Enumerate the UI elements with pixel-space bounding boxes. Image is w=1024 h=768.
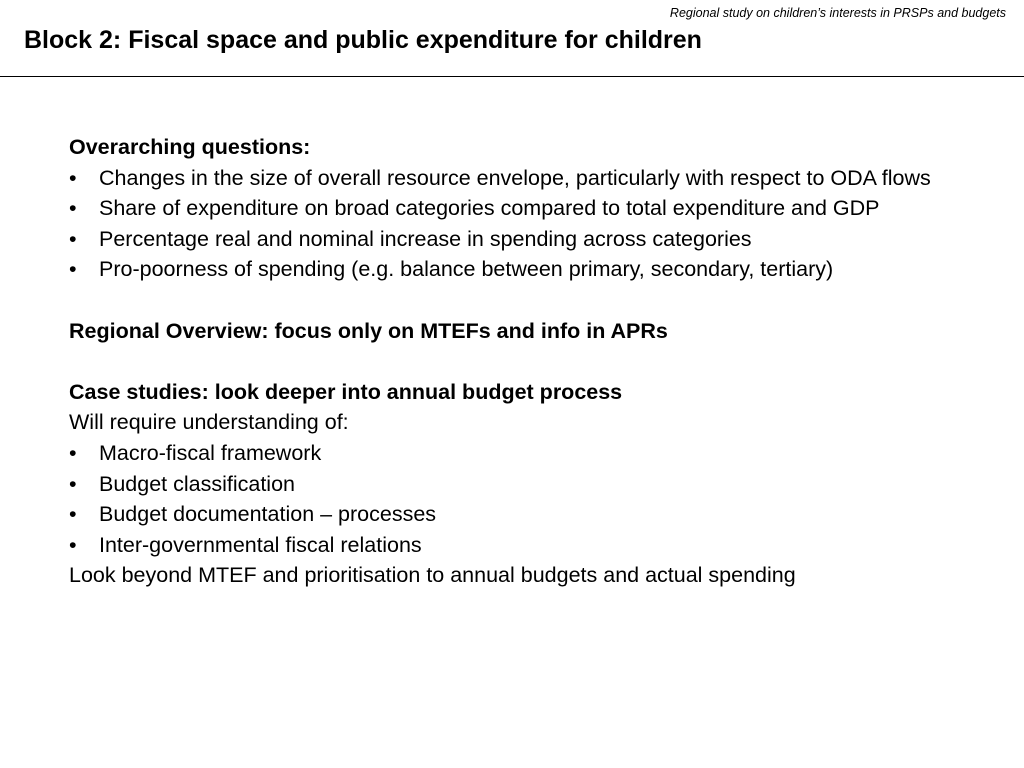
- overarching-bullet-1: • Changes in the size of overall resource envelope, particularly with respect to ODA flows: [69, 163, 949, 194]
- overarching-bullet-3: • Percentage real and nominal increase in spending across categories: [69, 224, 949, 255]
- overarching-bullet-2: • Share of expenditure on broad categories compared to total expenditure and GDP: [69, 193, 949, 224]
- overarching-bullet-4: • Pro-poorness of spending (e.g. balance between primary, secondary, tertiary): [69, 254, 949, 285]
- slide-content: [69, 132, 949, 591]
- slide-title: Block 2: Fiscal space and public expenditure for children: [24, 26, 702, 54]
- header-note: Regional study on children’s interests in PRSPs and budgets: [669, 6, 1006, 20]
- case-studies-closing: Look beyond MTEF and prioritisation to annual budgets and actual spending: [69, 563, 796, 588]
- case-studies-bullet-list: [69, 438, 949, 560]
- case-studies-intro: Will require understanding of:: [69, 410, 349, 435]
- case-studies-heading: Case studies: look deeper into annual budget process: [69, 379, 623, 404]
- title-divider: [0, 76, 1024, 77]
- case-studies-bullet-1: • Macro-fiscal framework: [69, 438, 949, 469]
- spacer: [69, 346, 949, 377]
- case-studies-bullet-2: • Budget classification: [69, 469, 949, 500]
- case-studies-bullet-4: • Inter-governmental fiscal relations: [69, 530, 949, 561]
- overarching-heading: Overarching questions:: [69, 135, 311, 159]
- spacer: [69, 285, 949, 316]
- regional-overview-heading: Regional Overview: focus only on MTEFs and info in APRs: [69, 318, 668, 343]
- overarching-bullet-list: [69, 163, 949, 285]
- case-studies-bullet-3: • Budget documentation – processes: [69, 499, 949, 530]
